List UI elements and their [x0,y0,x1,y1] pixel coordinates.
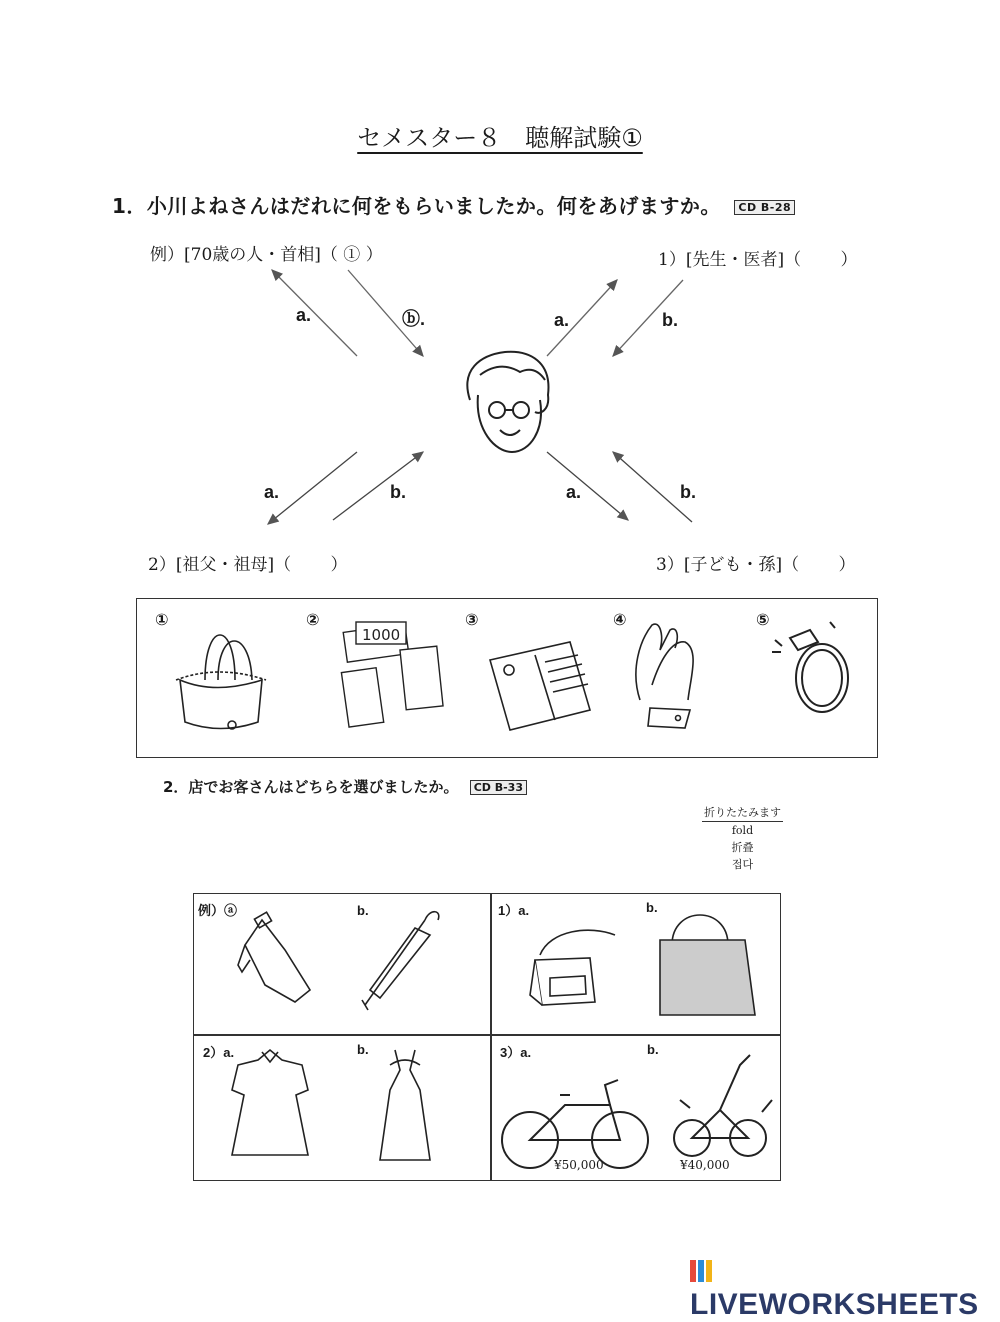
short-dress-icon [232,1050,308,1155]
item-3: 3）[子ども・孫]（ ） [656,555,856,575]
label-example-a: a. [296,305,312,325]
item-2: 2）[祖父・祖母]（ ） [148,555,348,575]
fur-bag-icon [176,635,266,729]
item-2-b-label: b. [357,1042,369,1057]
label-2-b: b. [390,482,406,502]
choice-1-number: ① [155,610,169,629]
question-2 [163,776,527,797]
item-2-a-label: 2）a. [203,1045,235,1060]
liveworksheets-logo[interactable] [690,1254,1000,1322]
choice-2-number: ② [306,610,320,629]
long-umbrella-icon [362,912,439,1010]
label-2-a: a. [264,482,280,502]
shoulder-bag-icon [530,930,615,1005]
fold-jp: 折りたたみます [702,804,783,822]
grandmother-face-icon [467,352,548,452]
label-3-b: b. [680,482,696,502]
gloves-icon [636,624,693,728]
large-bicycle-icon [502,1080,648,1168]
price-a: ¥50,000 [554,1158,604,1172]
label-example-b: ⓑ. [402,309,426,329]
item-1-b-label: b. [646,900,658,915]
question-2-text: 2．店でお客さんはどちらを選びましたか。 [163,778,459,796]
liveworksheets-logo-icon [690,1256,712,1278]
label-3-a: a. [566,482,582,502]
fold-en: fold [731,824,754,837]
page-title: セメスター８ 聴解試験① [357,124,643,152]
example-a-label: 例）ⓐ [198,903,238,918]
label-1-b: b. [662,310,678,330]
cd-badge-2: CD B-33 [470,780,527,795]
question-1-text: 1．小川よねさんはだれに何をもらいましたか。何をあげますか。 [112,194,721,218]
q2-illustrations [190,890,790,1190]
fold-vocab [702,804,783,873]
arrows-diagram [0,0,1000,560]
fold-ko: 접다 [731,858,754,871]
choice-3-number: ③ [465,610,479,629]
arrow-2-b [333,452,423,520]
example-b-label: b. [357,903,369,918]
item-3-a-label: 3）a. [500,1045,532,1060]
ring-icon [772,622,848,712]
svg-text:1000: 1000 [362,626,401,644]
folding-umbrella-icon [238,912,310,1002]
long-dress-icon [380,1050,430,1160]
postcard-icon [490,642,590,730]
example-item: 例）[70歳の人・首相]（ ① ） [150,245,383,265]
item-3-b-label: b. [647,1042,659,1057]
item-1: 1）[先生・医者]（ ） [658,250,858,270]
label-1-a: a. [554,310,570,330]
logo-text: LIVEWORKSHEETS [690,1288,979,1321]
arrow-3-a [547,452,628,520]
fold-zh: 折叠 [731,841,754,854]
choice-4-number: ④ [613,610,627,629]
choice-5-number: ⑤ [756,610,770,629]
price-b: ¥40,000 [680,1158,730,1172]
arrow-2-a [268,452,357,524]
arrow-example-a [272,270,357,356]
tote-bag-icon [660,915,755,1015]
folding-bicycle-icon [674,1055,772,1156]
choice-illustrations [0,600,1000,800]
cd-badge: CD B-28 [734,200,795,215]
item-1-a-label: 1）a. [498,903,530,918]
